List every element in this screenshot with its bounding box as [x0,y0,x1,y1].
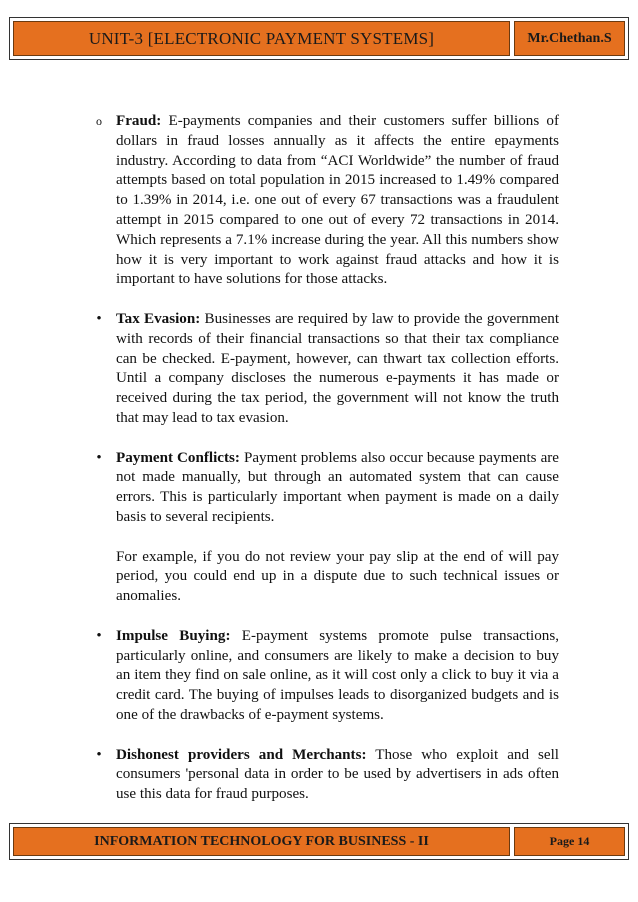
item-text: Businesses are required by law to provide the government with records of their financial transactions so that their tax compliance can be checked. E-payment, however, can thwart tax collection efforts. Until a company discloses the numerous e-payments it has made or received during the tax period, the government will not know the truth that may lead to tax evasion. [116,310,560,426]
item-heading: Tax Evasion: [116,310,201,327]
item-heading: Payment Conflicts: [116,449,240,466]
list-item-fraud [96,112,559,290]
bullet-icon: • [96,449,102,466]
circle-bullet-icon: o [96,114,102,128]
page-footer [9,823,629,860]
item-heading: Fraud: [116,113,162,129]
item-heading: Dishonest providers and Merchants: [116,746,367,763]
header-title: UNIT-3 [ELECTRONIC PAYMENT SYSTEMS] [13,21,510,56]
bullet-icon: • [96,310,102,327]
list-item-tax-evasion [96,310,560,429]
page-header [9,17,629,60]
bullet-icon: • [96,627,102,644]
item-heading: Impulse Buying: [116,627,231,644]
item-text: Payment problems also occur because payments are not made manually, but through an automated system that can cause errors. This is particularly important when payment is made on a daily basis to several recipients. [116,449,559,525]
document-body [0,112,638,805]
footer-course-title: INFORMATION TECHNOLOGY FOR BUSINESS - II [13,827,510,856]
item-text: Those who exploit and sell consumers 'personal data in order to be used by advertisers in ads often use this data for fraud purposes. [116,746,559,803]
list-item-impulse-buying [96,627,559,726]
item-text: For example, if you do not review your pay slip at the end of will pay period, you could end up in a dispute due to such technical issues or anomalies. [116,548,559,605]
item-text: E-payments companies and their customers suffer billions of dollars in fraud losses annually as it affects the entire epayments industry. According to data from “ACI Worldwide” the number of fraud attempts based on total population in 2015 increased to 1.49% compared to 1.39% in 2014, i.e. one out of every 67 transactions was a fraudulent attempt in 2015 compared to one out of every 72 transactions in 2014. Which represents a 7.1% increase during the year. All this numbers show how it is very important to work against fraud attacks and how it is important to have solutions for those attacks. [116,113,559,288]
list-item-dishonest-providers [96,746,559,805]
header-author: Mr.Chethan.S [514,21,625,56]
item-text: E-payment systems promote pulse transactions, particularly online, and consumers are likely to make a decision to buy an item they find on sale online, as it will cost only a click to buy it via a credit card. The buying of impulses leads to disorganized budgets and is one of the drawbacks of e-payment systems. [116,627,559,723]
payment-conflicts-example [116,548,559,607]
bullet-icon: • [96,746,102,763]
list-item-payment-conflicts [96,449,559,528]
page-number: Page 14 [514,827,625,856]
